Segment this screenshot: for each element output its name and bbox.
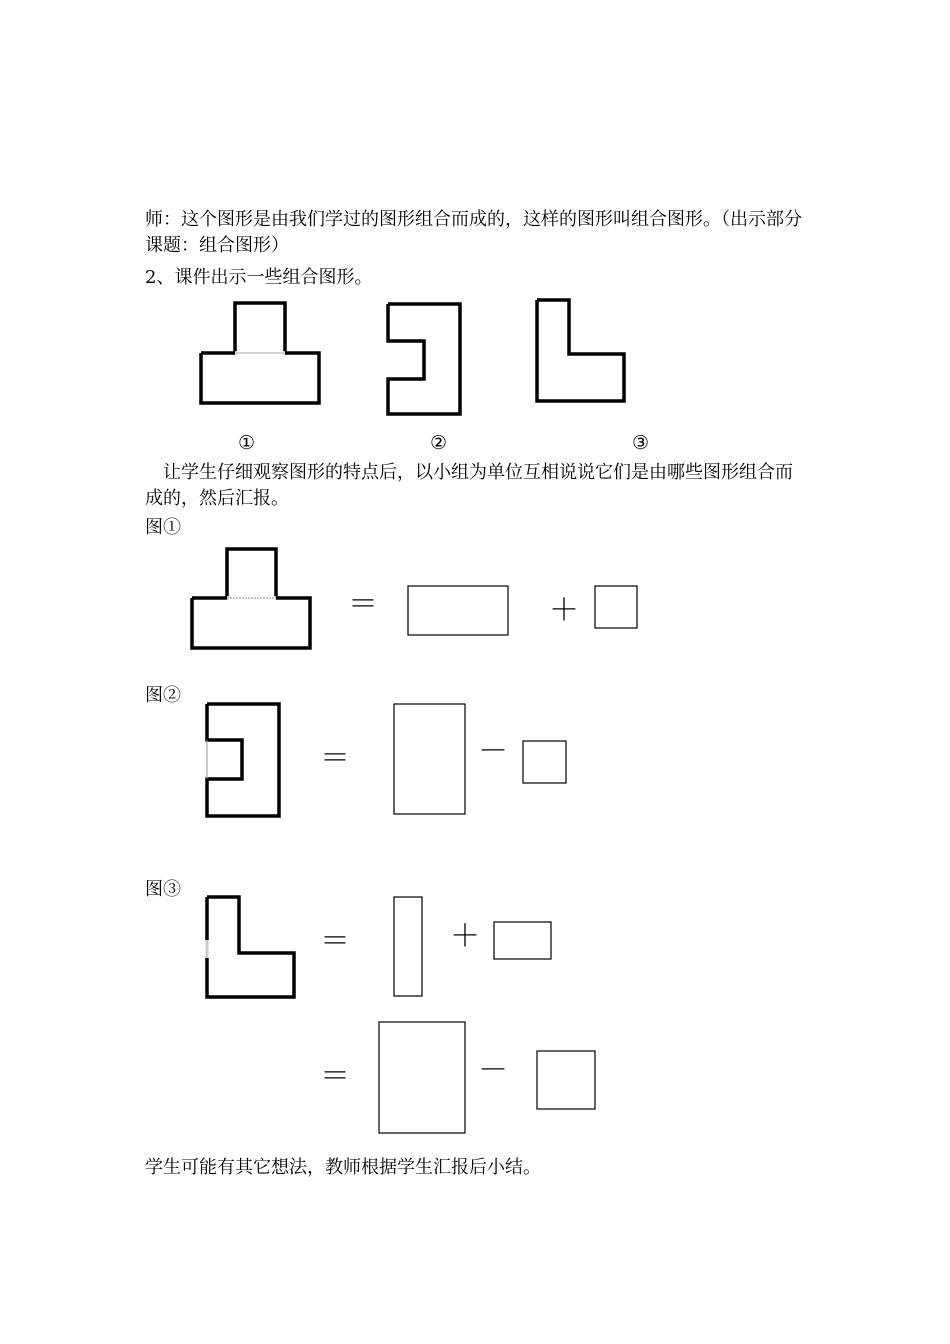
fig1-t-shape — [192, 549, 310, 648]
plus-sign-1: ＋ — [549, 593, 579, 628]
figure-label-2: 图② — [145, 685, 181, 706]
shape-number-1: ① — [238, 432, 256, 454]
fig3-l-shape — [207, 897, 294, 997]
equals-sign-4: ＝ — [320, 1059, 350, 1094]
fig2-square — [523, 741, 566, 783]
fig1-rectangle — [408, 586, 508, 635]
fig3-square — [537, 1051, 595, 1109]
fig3-tall-rectangle — [394, 897, 422, 996]
fig3-large-rectangle — [379, 1022, 465, 1133]
fig2-rectangle — [394, 704, 465, 814]
equals-sign-2: ＝ — [320, 741, 350, 776]
paragraph-intro: 师：这个图形是由我们学过的图形组合而成的，这样的图形叫组合图形。（出示部分课题：组合图形） — [145, 209, 802, 256]
shape-number-2: ② — [430, 432, 448, 454]
equals-sign-1: ＝ — [348, 587, 378, 622]
paragraph-summary: 学生可能有其它想法，教师根据学生汇报后小结。 — [145, 1157, 541, 1178]
minus-sign-1: － — [478, 734, 508, 769]
plus-sign-2: ＋ — [450, 919, 480, 954]
shape-3-l — [537, 300, 624, 401]
fig3-wide-rectangle — [494, 922, 551, 959]
shape-1-t — [201, 303, 319, 403]
equals-sign-3: ＝ — [320, 924, 350, 959]
figure-label-3: 图③ — [145, 879, 181, 900]
paragraph-observe: 让学生仔细观察图形的特点后，以小组为单位互相说说它们是由哪些图形组合而成的，然后汇报。 — [145, 462, 793, 509]
fig1-square — [595, 586, 637, 628]
paragraph-courseware: 2、课件出示一些组合图形。 — [145, 267, 373, 288]
fig2-c-shape — [207, 704, 279, 816]
figure-label-1: 图① — [145, 517, 181, 538]
shape-number-3: ③ — [632, 432, 650, 454]
minus-sign-2: － — [478, 1053, 508, 1088]
shape-2-c — [388, 304, 460, 414]
